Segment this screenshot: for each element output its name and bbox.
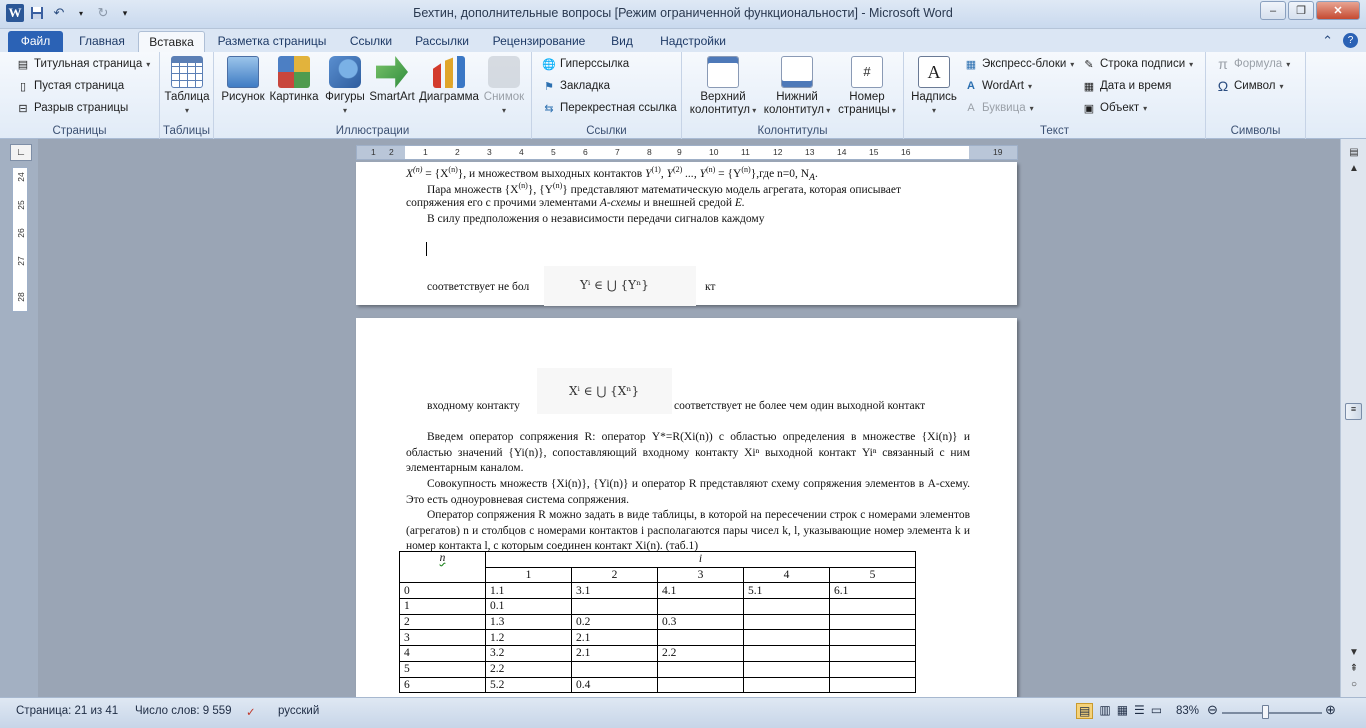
zoom-level[interactable]: 83% xyxy=(1176,705,1200,717)
table-cell[interactable] xyxy=(658,599,744,615)
hruler-tick: 1 xyxy=(371,147,376,157)
group-tables-label: Таблицы xyxy=(163,125,210,137)
draft-view-icon[interactable]: ▭ xyxy=(1150,703,1163,717)
group-symbols xyxy=(1206,52,1306,139)
hruler-tick: 2 xyxy=(455,147,460,157)
group-text-label: Текст xyxy=(1040,125,1069,137)
tab-page-layout[interactable]: Разметка страницы xyxy=(217,34,327,48)
group-illustrations-label: Иллюстрации xyxy=(335,125,410,137)
group-headers-label: Колонтитулы xyxy=(757,125,828,137)
table-cell[interactable]: 4.1 xyxy=(658,583,744,599)
table-row xyxy=(400,646,916,662)
hruler-tick: 7 xyxy=(615,147,620,157)
table-cell[interactable]: 5 xyxy=(830,567,916,583)
scroll-thumb[interactable]: ≡ xyxy=(1345,403,1362,420)
table-row xyxy=(400,661,916,677)
page1-line-5a: соответствует не бол xyxy=(427,281,530,293)
textbox-button[interactable]: A Надпись ▾ xyxy=(908,56,960,117)
group-symbols-label: Символы xyxy=(1230,125,1281,137)
text-run: }, и множеством выходных контактов xyxy=(457,167,646,180)
undo-dropdown-icon[interactable]: ▾ xyxy=(78,8,83,18)
page-top[interactable] xyxy=(356,162,1017,305)
quick-parts-label: Экспресс-блоки xyxy=(982,58,1067,70)
table-cell[interactable] xyxy=(658,677,744,693)
cover-page-icon: ▤ xyxy=(17,58,29,71)
hruler-tick: 1 xyxy=(423,147,428,157)
restore-button[interactable]: ❐ xyxy=(1288,1,1314,20)
hruler-tick: 15 xyxy=(869,147,879,157)
hruler-tick: 3 xyxy=(487,147,492,157)
blank-page-button[interactable] xyxy=(16,79,124,93)
table-cell[interactable]: 4 xyxy=(744,567,830,583)
previous-page-icon[interactable]: ⇞ xyxy=(1349,663,1359,674)
smartart-button[interactable] xyxy=(368,56,416,104)
page-number-button[interactable]: # Номер страницы ▾ xyxy=(834,56,900,117)
header-label-1: Верхний xyxy=(700,91,746,103)
table-cell[interactable] xyxy=(744,599,830,615)
minimize-button[interactable]: – xyxy=(1260,1,1286,20)
smartart-icon xyxy=(376,56,408,88)
table-cell[interactable]: 1 xyxy=(400,599,486,615)
tab-file[interactable]: Файл xyxy=(8,31,63,52)
calendar-icon: ▦ xyxy=(1083,80,1095,93)
hyperlink-button[interactable] xyxy=(542,57,629,71)
hruler-tick: 16 xyxy=(901,147,911,157)
shapes-label: Фигуры xyxy=(325,91,365,103)
textbox-label: Надпись xyxy=(911,91,957,103)
text-run: },где n=0, N xyxy=(750,167,810,180)
pi-icon: π xyxy=(1218,56,1228,72)
text-cursor xyxy=(426,242,427,256)
hruler-tick: 19 xyxy=(993,147,1003,157)
zoom-slider-thumb[interactable] xyxy=(1262,705,1269,719)
table-cell[interactable]: 3 xyxy=(658,567,744,583)
status-bar xyxy=(0,697,1366,728)
formula-image-1[interactable]: Yⁱ ∈ ⋃ {Yⁿ} xyxy=(544,266,696,306)
table-cell[interactable] xyxy=(830,661,916,677)
help-icon[interactable]: ? xyxy=(1343,33,1358,48)
wordart-icon: A xyxy=(967,80,975,92)
formula-image-2[interactable]: Xⁱ ∈ ⋃ {Xⁿ} xyxy=(537,368,672,414)
table-header-row xyxy=(400,552,916,568)
table-cell[interactable]: 0.3 xyxy=(658,614,744,630)
vruler-tick: 28 xyxy=(16,292,26,302)
table-cell[interactable] xyxy=(744,646,830,662)
textbox-icon: A xyxy=(918,56,950,88)
table-row xyxy=(400,599,916,615)
text-run: , Y xyxy=(660,167,673,180)
text-run: Пара множеств {X xyxy=(427,183,519,196)
table-cell[interactable]: 5.2 xyxy=(486,677,572,693)
text-run: = {Y xyxy=(715,167,742,180)
ribbon-tabs xyxy=(0,29,1366,52)
group-pages-label: Страницы xyxy=(52,125,107,137)
footer-button[interactable]: Нижний колонтитул ▾ xyxy=(760,56,834,117)
page-count-status[interactable]: Страница: 21 из 41 xyxy=(16,705,119,717)
table-col-group-text: i xyxy=(698,553,703,566)
paragraph-table-intro: Оператор сопряжения R можно задать в виде таблицы, в которой на пересечении строк с номерами элементов (агрегатов) n и столбцов с номерами контактов i располагаются пары чисел k, l, указывающие номер элемента k и номер контакта l, с которым соединен контакт Xi(n). (таб.1) xyxy=(406,509,970,552)
page1-line-2 xyxy=(427,181,901,196)
window-title: Бехтин, дополнительные вопросы [Режим ограниченной функциональности] - Microsoft Word xyxy=(413,6,953,20)
page-break-button[interactable] xyxy=(16,101,128,115)
table-cell[interactable] xyxy=(744,677,830,693)
table-cell[interactable]: 5.1 xyxy=(744,583,830,599)
table-cell[interactable] xyxy=(658,630,744,646)
table-cell[interactable] xyxy=(830,677,916,693)
paragraph-operator-definition: Введем оператор сопряжения R: оператор Y*=R(Xi(n)) с областью определения в множестве {Xi(n)} и областью значений {Yi(n)}, сопоставляющий входному контакту Xiⁿ выходной контакт Yiⁿ связанный с ним элементарным каналом. xyxy=(406,431,970,474)
table-cell[interactable]: 2 xyxy=(572,567,658,583)
text-run: Y xyxy=(645,167,652,180)
page2-line-1b: соответствует не более чем один выходной контакт xyxy=(674,400,926,412)
symbol-button[interactable]: Ω Символ ▾ xyxy=(1217,78,1284,94)
smartart-label: SmartArt xyxy=(369,91,415,103)
zoom-out-icon[interactable]: ⊖ xyxy=(1207,702,1218,717)
table-cell[interactable]: 3.2 xyxy=(486,646,572,662)
table-cell[interactable]: 2.1 xyxy=(572,630,658,646)
vertical-scrollbar[interactable] xyxy=(1340,139,1366,697)
tab-addins[interactable]: Надстройки xyxy=(660,34,726,48)
title-bar xyxy=(0,0,1366,29)
table-label: Таблица xyxy=(164,91,210,103)
chart-button[interactable] xyxy=(418,56,480,104)
group-pages xyxy=(0,52,160,139)
table-cell[interactable]: 0.1 xyxy=(486,599,572,615)
text-run: (1) xyxy=(651,165,661,174)
page-number-label-2: страницы xyxy=(838,104,890,116)
table-cell[interactable]: 2.2 xyxy=(486,661,572,677)
group-tables xyxy=(160,52,214,139)
minimize-ribbon-icon[interactable]: ⌃ xyxy=(1322,33,1333,48)
table-cell[interactable] xyxy=(830,646,916,662)
hruler-tick: 2 xyxy=(389,147,394,157)
clipart-label: Картинка xyxy=(269,91,319,103)
paragraph-sets: Совокупность множеств {Xi(n)}, {Yi(n)} и оператор R представляют схему сопряжения элементов в A-схему. Это есть одноуровневая система сопряжения. xyxy=(406,478,970,506)
hruler-tick: 11 xyxy=(741,147,750,157)
close-button[interactable]: ✕ xyxy=(1316,1,1360,20)
equation-button[interactable]: π Формула ▾ xyxy=(1216,57,1290,71)
vruler-tick: 25 xyxy=(16,200,26,210)
zoom-slider-track[interactable] xyxy=(1222,712,1322,714)
hruler-tick: 8 xyxy=(647,147,652,157)
wordart-label: WordArt xyxy=(982,80,1024,92)
text-run: E. xyxy=(734,197,745,209)
table-cell[interactable]: 2.1 xyxy=(572,646,658,662)
bookmark-button[interactable] xyxy=(542,79,610,93)
redo-icon[interactable]: ↻ xyxy=(97,5,109,20)
vruler-tick: 24 xyxy=(16,172,26,182)
text-run: A xyxy=(809,172,815,184)
object-button[interactable]: ▣ Объект ▾ xyxy=(1083,102,1148,115)
cross-reference-icon: ⇆ xyxy=(544,102,554,115)
table-cell[interactable]: 1 xyxy=(486,567,572,583)
table-cell[interactable]: 0.2 xyxy=(572,614,658,630)
text-run: } представляют математическую модель агрегата, которая описывает xyxy=(562,183,901,196)
table-col-group-cell[interactable] xyxy=(486,552,916,568)
clipart-icon xyxy=(278,56,310,88)
proofing-icon[interactable]: ✓ xyxy=(246,707,256,719)
cross-reference-button[interactable] xyxy=(542,101,677,115)
word-app-icon[interactable]: W xyxy=(6,4,24,22)
page1-line-3 xyxy=(406,197,745,209)
tab-view[interactable]: Вид xyxy=(611,34,633,48)
table-row xyxy=(400,583,916,599)
zoom-in-icon[interactable]: ⊕ xyxy=(1325,702,1336,717)
hruler-tick: 6 xyxy=(583,147,588,157)
blank-page-label: Пустая страница xyxy=(34,80,125,92)
table-cell[interactable] xyxy=(572,599,658,615)
text-run: (n) xyxy=(741,165,751,174)
table-cell[interactable]: 2.2 xyxy=(658,646,744,662)
table-cell[interactable]: 0.4 xyxy=(572,677,658,693)
vruler-tick: 26 xyxy=(16,228,26,238)
table-cell[interactable]: 5 xyxy=(400,661,486,677)
table-cell[interactable]: 4 xyxy=(400,646,486,662)
dropcap-button[interactable]: A Буквица ▾ xyxy=(964,101,1034,115)
table-cell[interactable] xyxy=(572,661,658,677)
ruler-toggle-icon[interactable]: ▤ xyxy=(1349,147,1359,158)
text-run: A-схемы xyxy=(599,197,641,209)
page1-line-5b: кт xyxy=(705,281,716,293)
print-layout-view-icon[interactable]: ▤ xyxy=(1076,703,1093,719)
table-cell[interactable]: 2 xyxy=(400,614,486,630)
quick-parts-icon: ▦ xyxy=(965,58,977,71)
dropcap-icon: A xyxy=(967,102,975,114)
hruler-tick: 14 xyxy=(837,147,847,157)
table-cell[interactable] xyxy=(744,630,830,646)
page-bottom[interactable] xyxy=(356,318,1017,697)
connection-table xyxy=(399,551,916,693)
table-cell[interactable] xyxy=(830,599,916,615)
hyperlink-label: Гиперссылка xyxy=(560,58,630,70)
dropcap-label: Буквица xyxy=(982,102,1026,114)
view-buttons xyxy=(1076,703,1162,719)
page1-line-1: $X^{(n)} = \{X^{(n)}\}$, и множеством выходных контактов $Y^{(1)}$, $Y^{(2)}$ ..., $Y^{(n)} = \{Y^{(n)}\},где$ n=0, $N_A$. xyxy=(406,165,818,184)
footer-icon xyxy=(781,56,813,88)
page1-line-4: В силу предположения о независимости передачи сигналов каждому xyxy=(427,213,765,225)
signature-icon: ✎ xyxy=(1084,58,1094,71)
hruler-tick: 5 xyxy=(551,147,556,157)
select-browse-object-icon[interactable]: ○ xyxy=(1350,679,1358,690)
group-links-label: Ссылки xyxy=(586,125,627,137)
tab-insert[interactable]: Вставка xyxy=(138,31,205,52)
table-row xyxy=(400,630,916,646)
bookmark-label: Закладка xyxy=(560,80,610,92)
hruler-tick: 12 xyxy=(773,147,783,157)
undo-icon[interactable]: ↶ xyxy=(53,5,65,20)
table-button[interactable]: Таблица ▾ xyxy=(162,56,212,117)
tab-mailings[interactable]: Рассылки xyxy=(415,34,469,48)
hruler-tick: 9 xyxy=(677,147,682,157)
scroll-down-icon[interactable]: ▼ xyxy=(1349,647,1359,658)
hruler-tick: 10 xyxy=(709,147,719,157)
vertical-ruler[interactable] xyxy=(12,167,28,312)
camera-icon xyxy=(488,56,520,88)
tab-home[interactable]: Главная xyxy=(79,34,125,48)
table-cell[interactable] xyxy=(658,661,744,677)
globe-link-icon: 🌐 xyxy=(542,58,556,71)
table-cell[interactable]: 6 xyxy=(400,677,486,693)
shapes-button[interactable]: Фигуры ▾ xyxy=(322,56,368,117)
full-screen-reading-icon[interactable]: ▥ xyxy=(1099,703,1111,717)
blank-page-icon: ▯ xyxy=(19,80,27,93)
web-layout-icon[interactable]: ▦ xyxy=(1116,703,1129,717)
chart-label: Диаграмма xyxy=(419,91,479,103)
customize-qat-icon[interactable]: ▾ xyxy=(122,7,128,18)
wordart-button[interactable]: A WordArt ▾ xyxy=(964,79,1032,93)
table-icon xyxy=(171,56,203,88)
text-run: (2) xyxy=(672,165,683,174)
cover-page-label: Титульная страница xyxy=(34,58,143,70)
page-break-icon: ⊟ xyxy=(18,102,28,115)
symbol-label: Символ xyxy=(1234,80,1276,92)
text-run: (n) xyxy=(413,165,423,174)
scroll-up-icon[interactable]: ▲ xyxy=(1349,163,1359,174)
horizontal-ruler[interactable] xyxy=(356,145,1018,160)
table-cell[interactable]: 1.2 xyxy=(486,630,572,646)
header-label-2: колонтитул xyxy=(689,104,750,116)
chart-icon xyxy=(433,56,465,88)
document-workspace[interactable] xyxy=(38,162,1340,697)
table-corner-text: n xyxy=(439,552,446,564)
table-cell[interactable]: 3 xyxy=(400,630,486,646)
shapes-icon xyxy=(329,56,361,88)
tab-references[interactable]: Ссылки xyxy=(349,34,393,48)
equation-label: Формула xyxy=(1234,58,1283,70)
clipart-button[interactable] xyxy=(268,56,320,104)
text-run: и внешней средой xyxy=(640,197,735,209)
table-cell[interactable]: 1.3 xyxy=(486,614,572,630)
cover-page-button[interactable]: ▤ Титульная страница ▾ xyxy=(17,58,151,71)
table-cell[interactable]: 1.1 xyxy=(486,583,572,599)
hruler-tick: 13 xyxy=(805,147,815,157)
bookmark-icon: ⚑ xyxy=(544,80,554,93)
text-run: (n) xyxy=(448,165,458,174)
table-row xyxy=(400,677,916,693)
screenshot-label: Снимок xyxy=(483,91,525,103)
table-row xyxy=(400,614,916,630)
text-run: }, {Y xyxy=(527,183,553,196)
table-cell[interactable]: 3.1 xyxy=(572,583,658,599)
table-corner-cell[interactable] xyxy=(400,552,486,583)
table-cell[interactable] xyxy=(744,614,830,630)
object-icon: ▣ xyxy=(1083,102,1095,115)
page-number-icon: # xyxy=(851,56,883,88)
text-run: (n) xyxy=(705,165,716,174)
group-text xyxy=(904,52,1206,139)
cross-reference-label: Перекрестная ссылка xyxy=(560,102,677,114)
footer-label-2: колонтитул xyxy=(763,104,824,116)
text-run: (n) xyxy=(518,181,528,190)
text-run: X xyxy=(406,167,414,180)
picture-button[interactable] xyxy=(220,56,266,104)
group-illustrations xyxy=(214,52,532,139)
table-cell[interactable]: 0 xyxy=(400,583,486,599)
picture-label: Рисунок xyxy=(221,91,265,103)
signature-label: Строка подписи xyxy=(1100,58,1186,70)
text-run: ..., Y xyxy=(682,167,706,180)
footer-label-1: Нижний xyxy=(776,91,818,103)
screenshot-button[interactable]: Снимок ▾ xyxy=(480,56,528,117)
table-cell[interactable] xyxy=(830,630,916,646)
word-count-status[interactable]: Число слов: 9 559 xyxy=(135,705,232,717)
text-run: сопряжения его с прочими элементами xyxy=(406,197,600,209)
text-run: (n) xyxy=(552,181,563,190)
language-status[interactable]: русский xyxy=(278,705,320,717)
page-break-label: Разрыв страницы xyxy=(34,102,129,114)
header-button[interactable]: Верхний колонтитул ▾ xyxy=(686,56,760,117)
picture-icon xyxy=(227,56,259,88)
quick-parts-button[interactable]: ▦ Экспресс-блоки ▾ xyxy=(965,58,1075,71)
text-run: = {X xyxy=(422,167,449,180)
table-cell[interactable]: 6.1 xyxy=(830,583,916,599)
group-links xyxy=(532,52,682,139)
group-headers-footers xyxy=(682,52,904,139)
header-icon xyxy=(707,56,739,88)
date-time-label: Дата и время xyxy=(1100,80,1172,92)
page2-line-1a: входному контакту xyxy=(427,400,520,412)
omega-icon: Ω xyxy=(1217,78,1229,94)
hruler-tick: 4 xyxy=(519,147,524,157)
date-time-button[interactable] xyxy=(1082,79,1171,93)
object-label: Объект xyxy=(1100,102,1140,114)
outline-view-icon[interactable]: ☰ xyxy=(1134,703,1145,717)
signature-line-button[interactable]: ✎ Строка подписи ▾ xyxy=(1082,57,1193,71)
tab-selector[interactable]: ∟ xyxy=(10,144,32,161)
table-cell[interactable] xyxy=(744,661,830,677)
vruler-tick: 27 xyxy=(16,256,26,266)
table-cell[interactable] xyxy=(830,614,916,630)
page-number-label-1: Номер xyxy=(849,91,885,103)
tab-review[interactable]: Рецензирование xyxy=(492,34,586,48)
ribbon-insert xyxy=(0,52,1366,139)
